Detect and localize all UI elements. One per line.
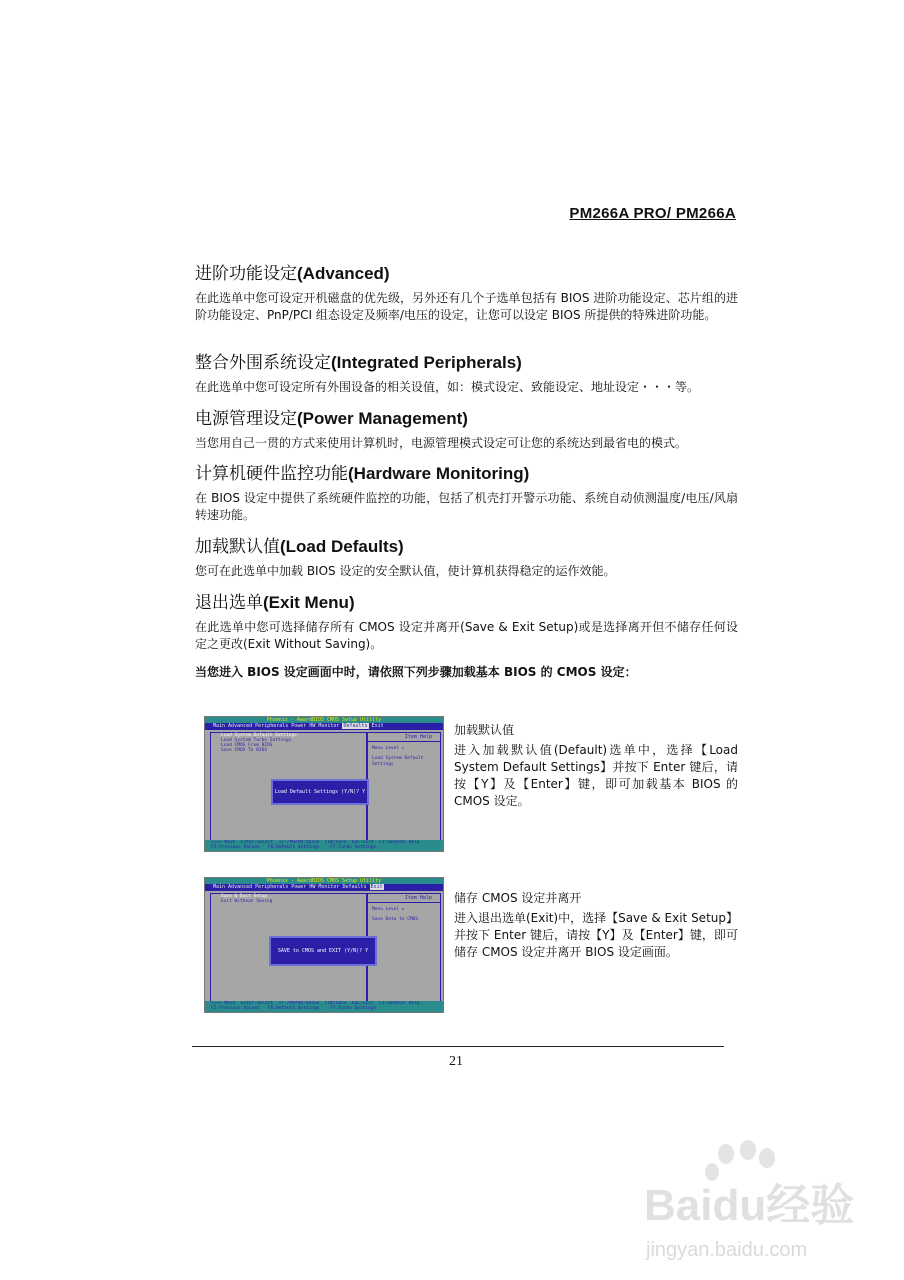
- section-body: 您可在此选单中加载 BIOS 设定的安全默认值，使计算机获得稳定的运作效能。: [195, 564, 616, 578]
- watermark-logo-text: Baidu经验: [644, 1181, 855, 1230]
- bios-item: Load System Default Settings: [221, 733, 297, 738]
- section-body: 在 BIOS 设定中提供了系统硬件监控的功能，包括了机壳打开警示功能、系统自动侦测温度/电压/风扇转速功能。: [195, 491, 738, 522]
- section-power-management: [195, 408, 738, 452]
- section-title: 计算机硬件监控功能(Hardware Monitoring): [195, 464, 530, 484]
- section-title: 加载默认值(Load Defaults): [195, 537, 404, 557]
- instruction-text: 当您进入 BIOS 设定画面中时，请依照下列步骤加载基本 BIOS 的 CMOS 设定：: [195, 665, 637, 679]
- bios-item: Exit Without Saving: [221, 899, 273, 904]
- section-title: 退出选单(Exit Menu): [195, 593, 355, 613]
- bios-help-line: Menu Level ▸: [372, 746, 405, 751]
- bios-screenshot-exit: [204, 877, 444, 1013]
- bios-help-title: Item Help: [368, 733, 440, 742]
- bios-item: Load CMOS From BIOS: [221, 743, 273, 748]
- bios1-description-body: 进入加载默认值(Default)选单中，选择【Load System Default Settings】并按下 Enter 键后，请按【Y】及【Enter】键，即可加载基本 BIOS 的 CMOS 设定。: [454, 743, 738, 808]
- bios-footer: ↑↓→← Move Enter:Select +/-/PU/PD:Value F10:Save ESC:Exit F1:General Help F5:Previous Values F6:Default Settings F7:Turbo Settings: [205, 1001, 443, 1012]
- bios-menubar: Main Advanced Peripherals Power HW Monitor Defaults Exit: [205, 884, 443, 891]
- page-number: 21: [449, 1054, 463, 1069]
- section-integrated-peripherals: [195, 352, 738, 396]
- bios1-description: [454, 722, 738, 810]
- document-header: PM266A PRO/ PM266A: [569, 205, 736, 222]
- section-body: 在此选单中您可设定开机磁盘的优先级，另外还有几个子选单包括有 BIOS 进阶功能设定、芯片组的进阶功能设定、PnP/PCI 组态设定及频率/电压的设定，让您可以设定 BIOS 所提供的特殊进阶功能。: [195, 291, 738, 322]
- bios-confirm-dialog: Load Default Settings (Y/N)? Y: [271, 779, 369, 805]
- section-advanced: [195, 263, 738, 324]
- bios-title: Phoenix - AwardBIOS CMOS Setup Utility: [205, 717, 443, 723]
- paw-icon: [705, 1140, 775, 1181]
- section-hardware-monitoring: [195, 463, 738, 524]
- section-body: 在此选单中您可设定所有外围设备的相关设值，如：模式设定、致能设定、地址设定・・・等。: [195, 380, 700, 394]
- bios2-description-title: 储存 CMOS 设定并离开: [454, 891, 582, 905]
- baidu-watermark-logo: [640, 1140, 860, 1270]
- section-body: 在此选单中您可选择储存所有 CMOS 设定并离开(Save & Exit Setup)或是选择离开但不储存任何设定之更改(Exit Without Saving)。: [195, 620, 738, 651]
- bios-screenshot-defaults: [204, 716, 444, 852]
- bios-help-panel: [367, 732, 441, 842]
- section-title: 电源管理设定(Power Management): [195, 409, 468, 429]
- bios-item: Save CMOS To BIOS: [221, 748, 268, 753]
- section-load-defaults: [195, 536, 738, 580]
- bios1-description-title: 加载默认值: [454, 723, 515, 737]
- bios-help-line: Menu Level ▸: [372, 907, 405, 912]
- section-exit-menu: [195, 592, 738, 653]
- bios-menubar: Main Advanced Peripherals Power HW Monitor Defaults Exit: [205, 723, 443, 730]
- bios-help-line: Settings: [372, 762, 394, 767]
- bios-help-line: Save Data to CMOS: [372, 917, 419, 922]
- bios-confirm-dialog: SAVE to CMOS and EXIT (Y/N)? Y: [269, 936, 377, 966]
- bios-title: Phoenix - AwardBIOS CMOS Setup Utility: [205, 878, 443, 884]
- bios-footer: ↑↓→← Move Enter:Select +/-/PU/PD:Value F10:Save ESC:Exit F1:General Help F5:Previous Values F6:Default Settings F7:Turbo Settings: [205, 840, 443, 851]
- footer-rule: [192, 1046, 724, 1047]
- watermark-url: jingyan.baidu.com: [646, 1239, 808, 1261]
- bios-help-panel: [367, 893, 441, 1003]
- bios2-description: [454, 890, 738, 961]
- bios-item: Load System Turbo Settings: [221, 738, 292, 743]
- section-title: 整合外围系统设定(Integrated Peripherals): [195, 353, 522, 373]
- bios2-description-body: 进入退出选单(Exit)中，选择【Save & Exit Setup】并按下 Enter 键后，请按【Y】及【Enter】键，即可储存 CMOS 设定并离开 BIOS 设定画面。: [454, 911, 738, 959]
- bios-help-title: Item Help: [368, 894, 440, 903]
- section-title: 进阶功能设定(Advanced): [195, 264, 390, 284]
- bios-item: Save & Exit Setup: [221, 894, 268, 899]
- bios-help-line: Load System Default: [372, 756, 424, 761]
- section-body: 当您用自己一贯的方式来使用计算机时，电源管理模式设定可让您的系统达到最省电的模式。: [195, 436, 688, 450]
